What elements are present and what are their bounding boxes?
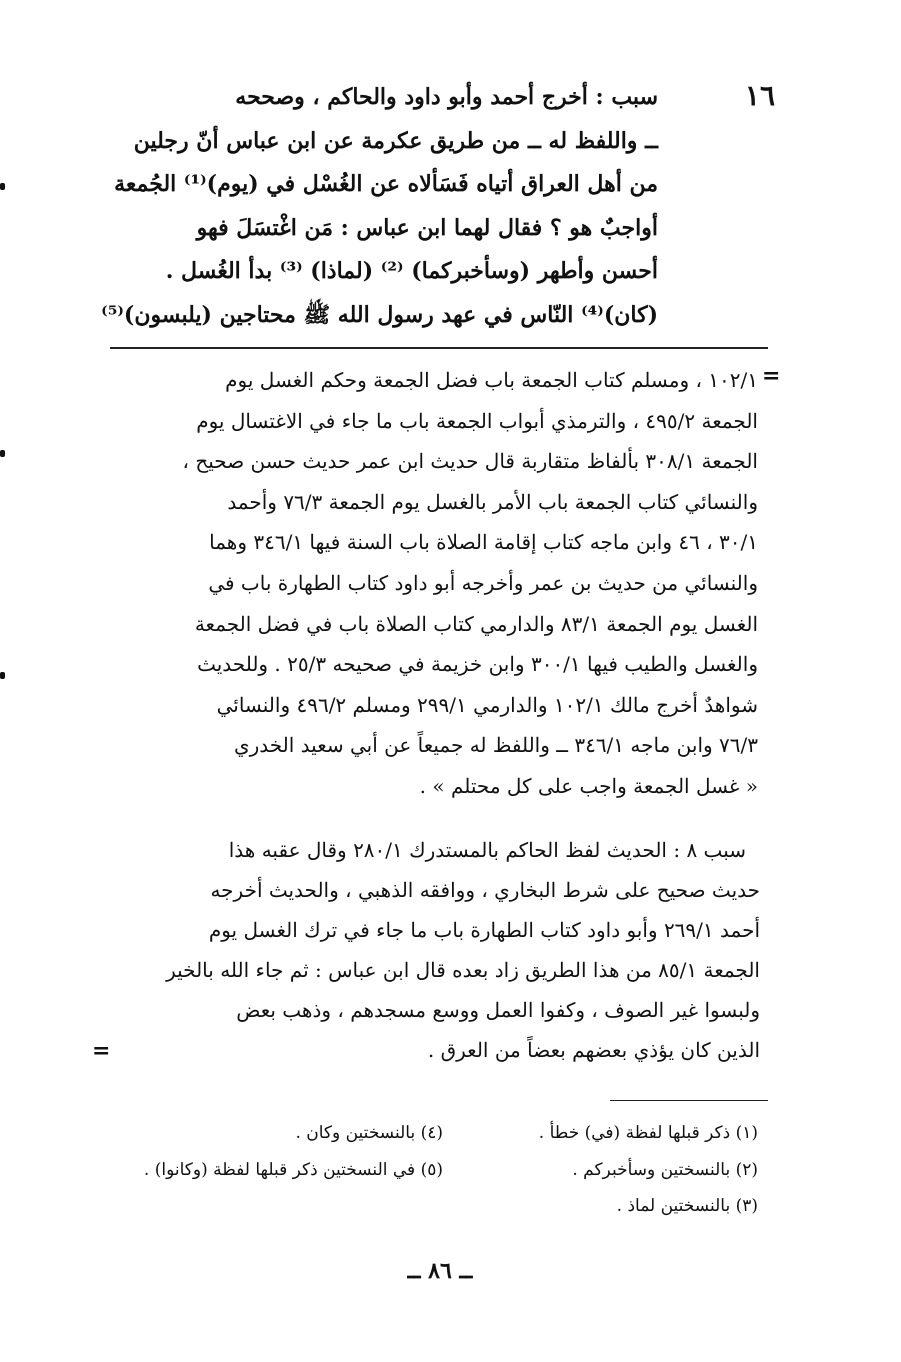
entry-line: (كان)⁽⁴⁾ النّاس في عهد رسول الله ﷺ محتاجين (يلبسون)⁽⁵⁾ xyxy=(101,301,658,328)
note-line: ١٠٢/١ ، ومسلم كتاب الجمعة باب فضل الجمعة وحكم الغسل يوم xyxy=(225,368,758,392)
footnote-2: (٢) بالنسختين وسأخبركم . xyxy=(572,1160,758,1180)
section-divider xyxy=(110,347,768,349)
note-line: والنسائي كتاب الجمعة باب الأمر بالغسل يوم الجمعة ٧٦/٣ وأحمد xyxy=(227,489,758,514)
section-8-notes xyxy=(108,830,760,1070)
continuation-marker: = xyxy=(762,363,781,389)
note-line: حديث صحيح على شرط البخاري ، ووافقه الذهبي ، والحديث أخرجه xyxy=(210,878,760,902)
scan-edge-mark xyxy=(0,183,5,190)
note-line: ولبسوا غير الصوف ، وكفوا العمل ووسع مسجدهم ، وذهب بعض xyxy=(236,998,760,1022)
page-number: ــ ٨٦ ــ xyxy=(407,1258,473,1284)
entry-line: أحسن وأطهر (وسأخبركما) ⁽²⁾ (لماذا) ⁽³⁾ بدأ الغُسل . xyxy=(165,258,658,284)
footnote-5: (٥) في النسختين ذكر قبلها لفظة (وكانوا) . xyxy=(143,1160,443,1180)
entry-paragraph xyxy=(101,76,658,337)
note-line: شواهدٌ أخرج مالك ١٠٢/١ والدارمي ٢٩٩/١ ومسلم ٤٩٦/٢ والنسائي xyxy=(216,692,758,717)
footnote-4: (٤) بالنسختين وكان . xyxy=(295,1123,443,1143)
footnote-divider xyxy=(610,1100,768,1101)
footnote-3: (٣) بالنسختين لماذ . xyxy=(616,1196,758,1216)
scan-edge-mark xyxy=(0,450,5,457)
entry-line: ــ واللفظ له ــ من طريق عكرمة عن ابن عباس أنّ رجلين xyxy=(133,127,658,154)
note-line: أحمد ٢٦٩/١ وأبو داود كتاب الطهارة باب ما جاء في ترك الغسل يوم xyxy=(208,918,760,942)
entry-line: من أهل العراق أتياه فَسَألاه عن الغُسْل في (يوم)⁽¹⁾ الجُمعة xyxy=(114,171,658,197)
entry-line: أواجبٌ هو ؟ فقال لهما ابن عباس : مَن اغْتسَلَ فهو xyxy=(196,214,658,241)
note-line: « غسل الجمعة واجب على كل محتلم » . xyxy=(419,773,758,798)
entry-number: ١٦ xyxy=(744,79,775,112)
footnote-1: (١) ذكر قبلها لفظة (في) خطأ . xyxy=(538,1123,758,1143)
section-8-continuation-marker: = xyxy=(92,1038,111,1064)
note-line: الغسل يوم الجمعة ٨٣/١ والدارمي كتاب الصلاة باب في فضل الجمعة xyxy=(194,611,758,636)
note-line: الجمعة ٨٥/١ من هذا الطريق زاد بعده قال ابن عباس : ثم جاء الله بالخير xyxy=(166,958,760,982)
entry-line: سبب : أخرج أحمد وأبو داود والحاكم ، وصححه xyxy=(235,84,658,110)
scan-edge-mark xyxy=(0,672,5,679)
note-line: ٣٠/١ ، ٤٦ وابن ماجه كتاب إقامة الصلاة باب السنة فيها ٣٤٦/١ وهما xyxy=(209,530,758,555)
continuation-notes xyxy=(108,360,758,807)
note-line: سبب ٨ : الحديث لفظ الحاكم بالمستدرك ٢٨٠/١ وقال عقبه هذا xyxy=(228,838,746,862)
note-line: الجمعة ٤٩٥/٢ ، والترمذي أبواب الجمعة باب ما جاء في الاغتسال يوم xyxy=(196,408,758,433)
note-line: ٧٦/٣ وابن ماجه ٣٤٦/١ ــ واللفظ له جميعاً عن أبي سعيد الخدري xyxy=(233,733,758,758)
note-line: والغسل والطيب فيها ٣٠٠/١ وابن خزيمة في صحيحه ٢٥/٣ . وللحديث xyxy=(197,652,758,677)
note-line: والنسائي من حديث بن عمر وأخرجه أبو داود كتاب الطهارة باب في xyxy=(208,570,758,595)
note-line: الجمعة ٣٠٨/١ بألفاظ متقاربة قال حديث ابن عمر حديث حسن صحيح ، xyxy=(182,449,758,474)
note-line: الذين كان يؤذي بعضهم بعضاً من العرق . xyxy=(427,1038,760,1062)
